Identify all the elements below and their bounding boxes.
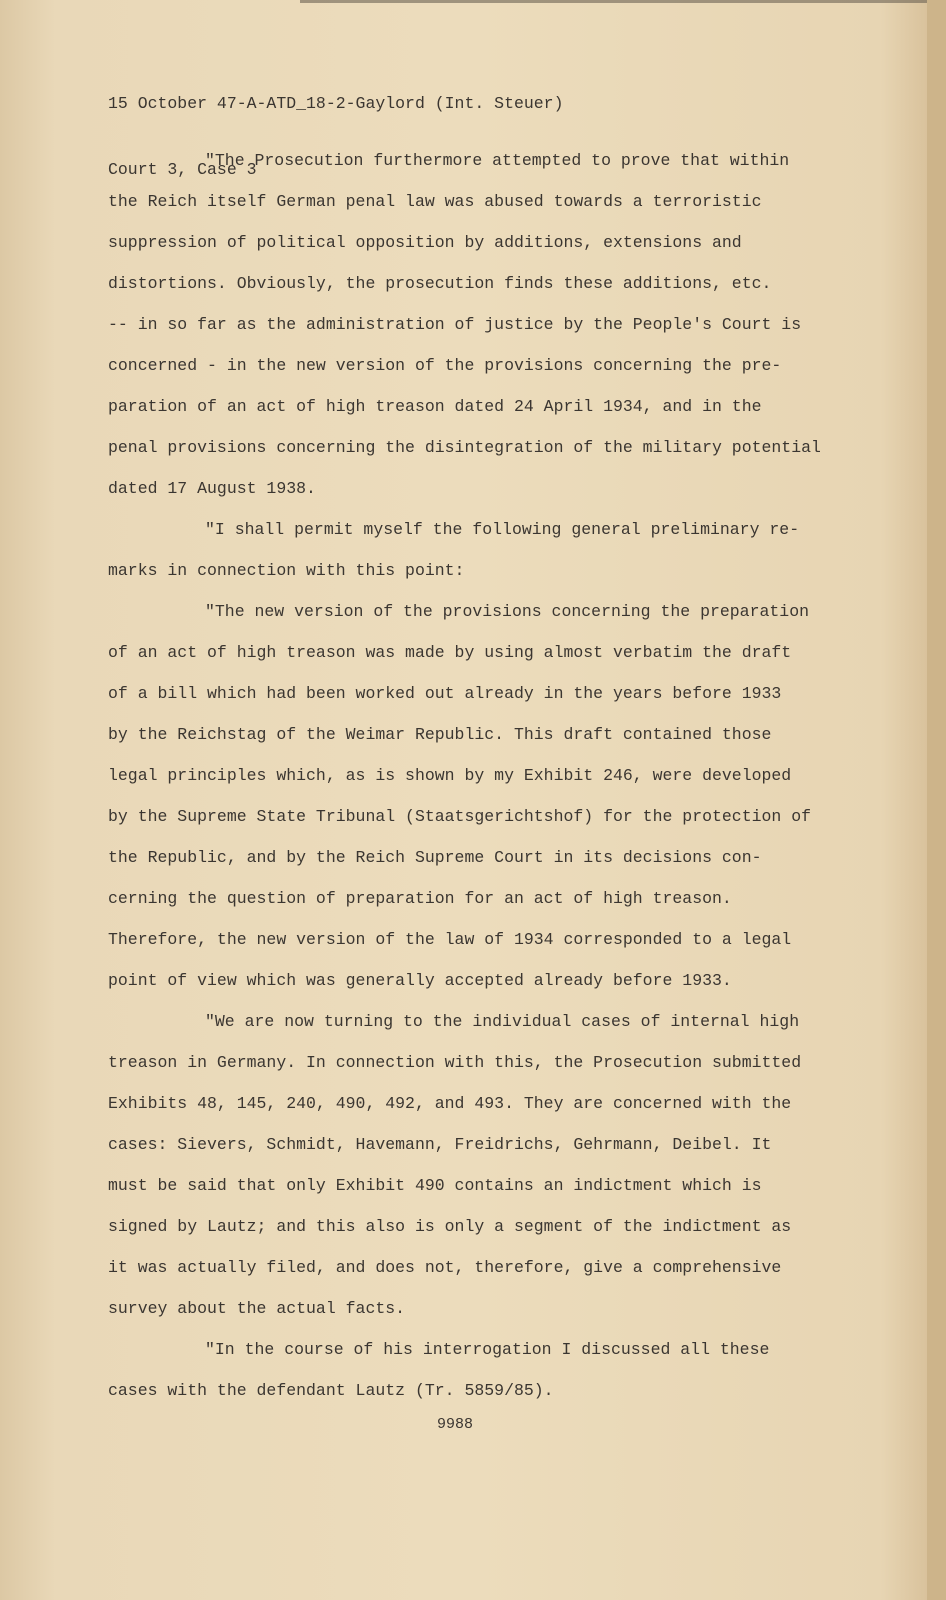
text-line: marks in connection with this point:	[108, 561, 465, 580]
paragraph	[108, 509, 821, 591]
text-line: legal principles which, as is shown by my Exhibit 246, were developed	[108, 766, 792, 785]
text-line: signed by Lautz; and this also is only a segment of the indictment as	[108, 1217, 792, 1236]
text-line: Therefore, the new version of the law of 1934 corresponded to a legal	[108, 930, 792, 949]
text-line: penal provisions concerning the disintegration of the military potential	[108, 438, 821, 457]
text-line: suppression of political opposition by additions, extensions and	[108, 233, 742, 252]
text-line: paration of an act of high treason dated 24 April 1934, and in the	[108, 397, 762, 416]
text-line: by the Supreme State Tribunal (Staatsgerichtshof) for the protection of	[108, 807, 812, 826]
text-line: concerned - in the new version of the provisions concerning the pre-	[108, 356, 782, 375]
paragraph	[108, 1329, 821, 1411]
text-line: the Reich itself German penal law was abused towards a terroristic	[108, 192, 762, 211]
text-line: "I shall permit myself the following general preliminary re-	[205, 520, 800, 539]
header-line-1: 15 October 47-A-ATD_18-2-Gaylord (Int. Steuer)	[108, 94, 564, 113]
header-line-2: Court 3, Case 3	[108, 160, 257, 179]
text-line: the Republic, and by the Reich Supreme Court in its decisions con-	[108, 848, 762, 867]
text-line: "We are now turning to the individual cases of internal high	[205, 1012, 800, 1031]
document-body	[108, 140, 821, 1411]
text-line: of an act of high treason was made by using almost verbatim the draft	[108, 643, 792, 662]
text-line: survey about the actual facts.	[108, 1299, 406, 1318]
paragraph	[108, 1001, 821, 1329]
text-line: cases: Sievers, Schmidt, Havemann, Freidrichs, Gehrmann, Deibel. It	[108, 1135, 772, 1154]
text-line: distortions. Obviously, the prosecution finds these additions, etc.	[108, 274, 772, 293]
text-line: "The new version of the provisions concerning the preparation	[205, 602, 809, 621]
paragraph	[108, 140, 821, 509]
text-line: it was actually filed, and does not, therefore, give a comprehensive	[108, 1258, 782, 1277]
text-line: cases with the defendant Lautz (Tr. 5859/85).	[108, 1381, 554, 1400]
text-line: "In the course of his interrogation I discussed all these	[205, 1340, 770, 1359]
text-line: "The Prosecution furthermore attempted to prove that within	[205, 151, 790, 170]
text-line: dated 17 August 1938.	[108, 479, 316, 498]
text-line: point of view which was generally accepted already before 1933.	[108, 971, 732, 990]
page-edge	[927, 0, 946, 1600]
text-line: cerning the question of preparation for an act of high treason.	[108, 889, 732, 908]
text-line: Exhibits 48, 145, 240, 490, 492, and 493. They are concerned with the	[108, 1094, 792, 1113]
page-number: 9988	[437, 1416, 474, 1433]
top-border-line	[300, 0, 927, 3]
text-line: treason in Germany. In connection with this, the Prosecution submitted	[108, 1053, 802, 1072]
text-line: of a bill which had been worked out already in the years before 1933	[108, 684, 782, 703]
text-line: must be said that only Exhibit 490 contains an indictment which is	[108, 1176, 762, 1195]
text-line: by the Reichstag of the Weimar Republic. This draft contained those	[108, 725, 772, 744]
paragraph	[108, 591, 821, 1001]
text-line: -- in so far as the administration of justice by the People's Court is	[108, 315, 802, 334]
